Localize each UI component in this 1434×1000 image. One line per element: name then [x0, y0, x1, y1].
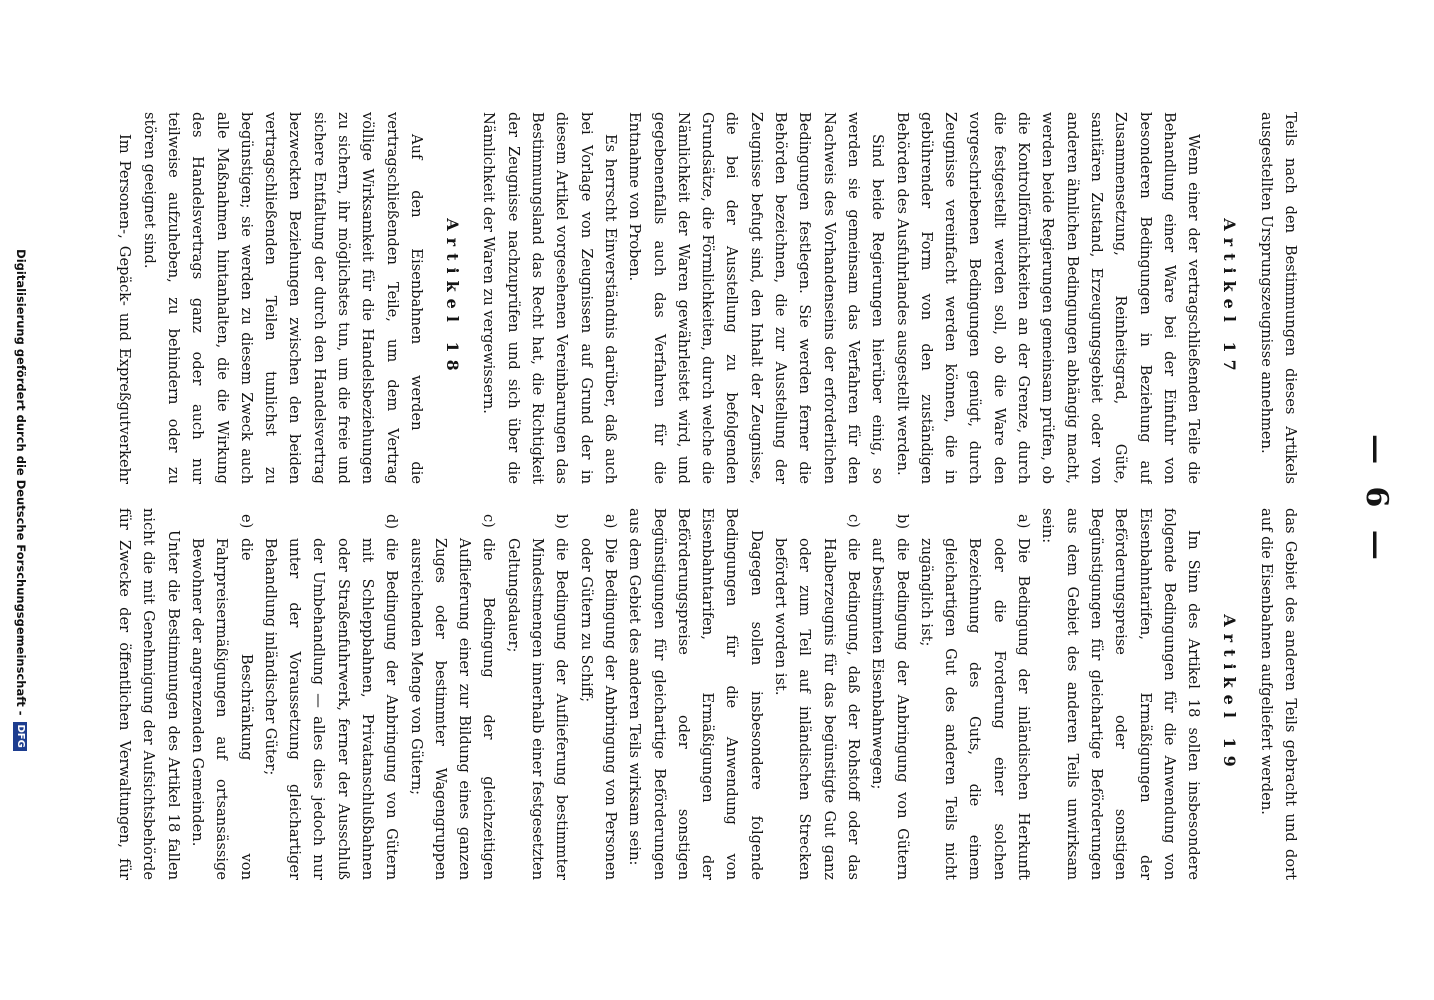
list-marker: b): [893, 514, 911, 530]
article-18-paragraph: Auf den Eisenbahnen werden die vertragschließenden Teile, um dem Vertrag völlige Wirksamkeit für die Handelsbeziehungen zu sichern, ihr möglichstes tun, um die freie und sichere Entfaltung der durch den Handelsvertrag bezweckten Beziehungen zwischen den beiden vertragschließenden Teilen tunlichst zu begünstigen; sie werden zu diesem Zweck auch alle Maßnahmen hintanhalten, die die Wirkung des Handelsvertrags ganz oder auch nur teilweise aufzuheben, zu behindern oder zu stören geeignet sind.: [140, 112, 425, 484]
list-marker: e): [237, 514, 255, 529]
list-marker: a): [601, 514, 619, 529]
list-item-text: die Bedingung der Anbringung von Gütern mit Schleppbahnen, Privatanschlußbahnen oder Straßenfuhrwerk, ferner der Ausschluß der Umbehandlung — alles dies jedoch nur unter der Voraussetzung gleichartiger Behandlung inländischer Güter;: [261, 538, 401, 880]
list-item: [501, 508, 574, 880]
footer-credit: Digitalisierung gefördert durch die Deutsche Forschungsgemeinschaft -: [14, 249, 28, 716]
list-item: [768, 508, 865, 880]
list-item-text: die Bedingung der Anbringung von Gütern auf bestimmten Eisenbahnwegen;: [869, 538, 911, 880]
article-18-title: Artikel 18: [443, 218, 463, 378]
article-17-title: Artikel 17: [1220, 218, 1240, 378]
article-18-paragraph: Im Personen-, Gepäck- und Expreßgutverkehr: [116, 134, 134, 484]
article-19-middle: Dagegen sollen insbesondere folgende Bedingungen für die Anwendung von Eisenbahntarifen, Ermäßigungen der Beförderungspreise oder sonstigen Begünstigungen für gleichartige Beförderungen aus dem Gebiet des anderen Teils wirksam sein:: [626, 508, 765, 880]
article-17-paragraph: Es herrscht Einverständnis darüber, daß auch bei Vorlage von Zeugnissen auf Grund der in diesem Artikel vorgesehenen Vereinbarungen das Bestimmungsland das Recht hat, die Richtigkeit der Zeugnisse nachzuprüfen und sich über die Nämlichkeit der Waren zu vergewissern.: [480, 112, 619, 484]
list-item: [258, 508, 404, 880]
list-item-text: die Bedingung, daß der Rohstoff oder das Halberzeugnis für das begünstigte Gut ganz oder zum Teil auf inländischen Strecken befördert worden ist.: [772, 538, 862, 880]
list-item-text: Die Bedingung der inländischen Herkunft oder die Forderung einer solchen Bezeichnung des Guts, die einem gleichartigen Gut des anderen Teils nicht zugänglich ist;: [917, 538, 1033, 880]
dfg-logo: DFG: [14, 722, 28, 751]
article-17-paragraph: Wenn einer der vertragschließenden Teile die Behandlung einer Ware bei der Einfuhr von besonderen Bedingungen in Beziehung auf Zusammensetzung, Reinheitsgrad, Güte, sanitären Zustand, Erzeugungsgebiet oder von anderen ähnlichen Bedingungen abhängig macht, werden beide Regierungen gemeinsam prüfen, ob die Kontrollförmlichkeiten an der Grenze, durch die festgestellt werden soll, ob die Ware den vorgeschriebenen Bedingungen genügt, durch Zeugnisse vereinfacht werden können, die in gebührender Form von den zuständigen Behörden des Ausfuhrlandes ausgestellt werden.: [893, 112, 1203, 484]
article-19-closing: Unter die Bestimmungen des Artikel 18 fallen nicht die mit Genehmigung der Aufsichtsbehörde für Zwecke der öffentlichen Verwaltungen, für: [116, 508, 182, 880]
article-19-intro: Im Sinn des Artikel 18 sollen insbesondere folgende Bedingungen für die Anwendung von Eisenbahntarifen, Ermäßigungen der Beförderungspreise oder sonstigen Begünstigungen für gleichartige Beförderungen aus dem Gebiet des anderen Teils unwirksam sein:: [1039, 508, 1203, 880]
list-item-text: die Bedingung der gleichzeitigen Auflieferung einer zur Bildung eines ganzen Zuges oder bestimmter Wagengruppen ausreichenden Menge von Gütern;: [407, 538, 498, 880]
continuation-text: Teils nach den Bestimmungen dieses Artikels ausgestellten Ursprungszeugnisse annehmen.: [1257, 112, 1299, 484]
list-marker: a): [1015, 514, 1033, 529]
digitization-footer: [14, 0, 29, 1000]
list-item: [865, 508, 914, 880]
list-item: [185, 508, 258, 880]
left-column: [112, 112, 1302, 484]
list-item-text: die Beschränkung von Fahrpreisermäßigungen auf ortsansässige Bewohner der angrenzenden Gemeinden.: [188, 538, 255, 880]
list-item-text: Die Bedingung der Anbringung von Personen oder Gütern zu Schiff;: [577, 538, 619, 880]
list-marker: c): [844, 514, 862, 528]
article-19-title: Artikel 19: [1220, 614, 1240, 774]
list-marker: d): [383, 514, 401, 530]
list-item: [573, 508, 622, 880]
right-column: [112, 508, 1302, 880]
list-marker: b): [553, 514, 571, 530]
article-17-paragraph: Sind beide Regierungen hierüber einig, so werden sie gemeinsam das Verfahren für den Nachweis des Vorhandenseins der erforderlichen Bedingungen festlegen. Sie werden ferner die Behörden bezeichnen, die zur Ausstellung der Zeugnisse befugt sind, den Inhalt der Zeugnisse, die bei der Ausstellung zu befolgenden Grundsätze, die Förmlichkeiten, durch welche die Nämlichkeit der Waren gewährleistet wird, und gegebenenfalls auch das Verfahren für die Entnahme von Proben.: [626, 112, 887, 484]
list-item-text: die Bedingung der Auflieferung bestimmter Mindestmengen innerhalb einer festgesetzten Geltungsdauer;: [504, 538, 571, 880]
continuation-text: das Gebiet des anderen Teils gebracht und dort auf die Eisenbahnen aufgeliefert werden.: [1257, 508, 1299, 880]
list-item: [914, 508, 1035, 880]
page-number: — 6 —: [1359, 434, 1394, 566]
list-marker: c): [480, 514, 498, 528]
list-item: [403, 508, 500, 880]
